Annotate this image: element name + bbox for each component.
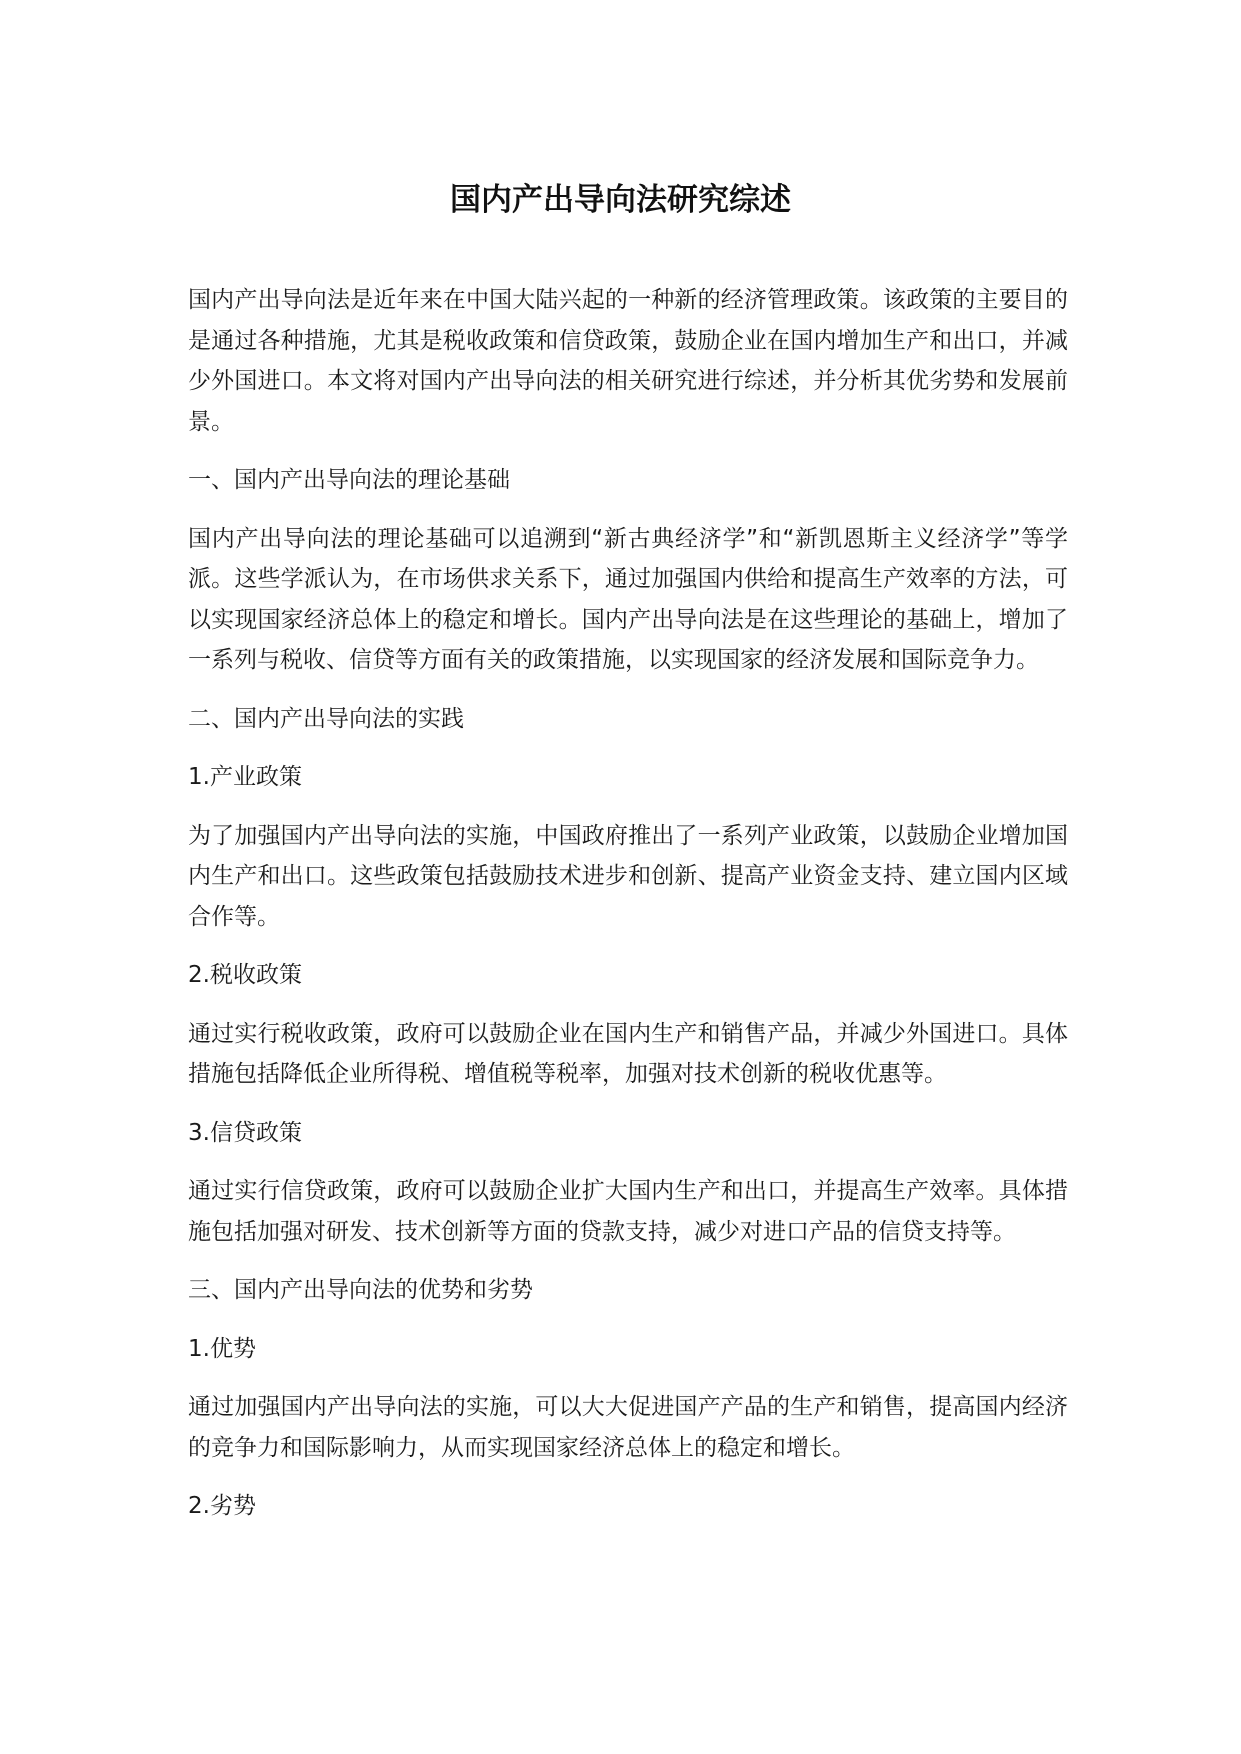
theory-paragraph: 国内产出导向法的理论基础可以追溯到“新古典经济学”和“新凯恩斯主义经济学”等学派。这些学派认为，在市场供求关系下，通过加强国内供给和提高生产效率的方法，可以实现国家经济总体上的稳定和增长。国内产出导向法是在这些理论的基础上，增加了一系列与税收、信贷等方面有关的政策措施，以实现国家的经济发展和国际竞争力。 bbox=[188, 525, 1068, 673]
credit-policy-paragraph: 通过实行信贷政策，政府可以鼓励企业扩大国内生产和出口，并提高生产效率。具体措施包括加强对研发、技术创新等方面的贷款支持，减少对进口产品的信贷支持等。 bbox=[188, 1178, 1068, 1245]
advantages-paragraph: 通过加强国内产出导向法的实施，可以大大促进国产产品的生产和销售，提高国内经济的竞争力和国际影响力，从而实现国家经济总体上的稳定和增长。 bbox=[188, 1394, 1068, 1461]
subheading-industrial-policy: 1.产业政策 bbox=[188, 764, 302, 790]
subheading-credit-policy: 3.信贷政策 bbox=[188, 1119, 302, 1146]
industrial-policy-paragraph: 为了加强国内产出导向法的实施，中国政府推出了一系列产业政策，以鼓励企业增加国内生产和出口。这些政策包括鼓励技术进步和创新、提高产业资金支持、建立国内区域合作等。 bbox=[188, 822, 1068, 930]
intro-paragraph: 国内产出导向法是近年来在中国大陆兴起的一种新的经济管理政策。该政策的主要目的是通过各种措施，尤其是税收政策和信贷政策，鼓励企业在国内增加生产和出口，并减少外国进口。本文将对国内产出导向法的相关研究进行综述，并分析其优劣势和发展前景。 bbox=[188, 287, 1068, 435]
document-title: 国内产出导向法研究综述 bbox=[450, 182, 791, 218]
subheading-advantages: 1.优势 bbox=[188, 1335, 256, 1362]
section-heading-1: 一、国内产出导向法的理论基础 bbox=[188, 467, 510, 493]
tax-policy-paragraph: 通过实行税收政策，政府可以鼓励企业在国内生产和销售产品，并减少外国进口。具体措施包括降低企业所得税、增值税等税率，加强对技术创新的税收优惠等。 bbox=[188, 1020, 1068, 1087]
section-heading-3: 三、国内产出导向法的优势和劣势 bbox=[188, 1277, 533, 1303]
section-heading-2: 二、国内产出导向法的实践 bbox=[188, 705, 464, 732]
subheading-tax-policy: 2.税收政策 bbox=[188, 962, 302, 988]
document-body bbox=[188, 280, 1068, 1545]
subheading-disadvantages: 2.劣势 bbox=[188, 1493, 256, 1519]
